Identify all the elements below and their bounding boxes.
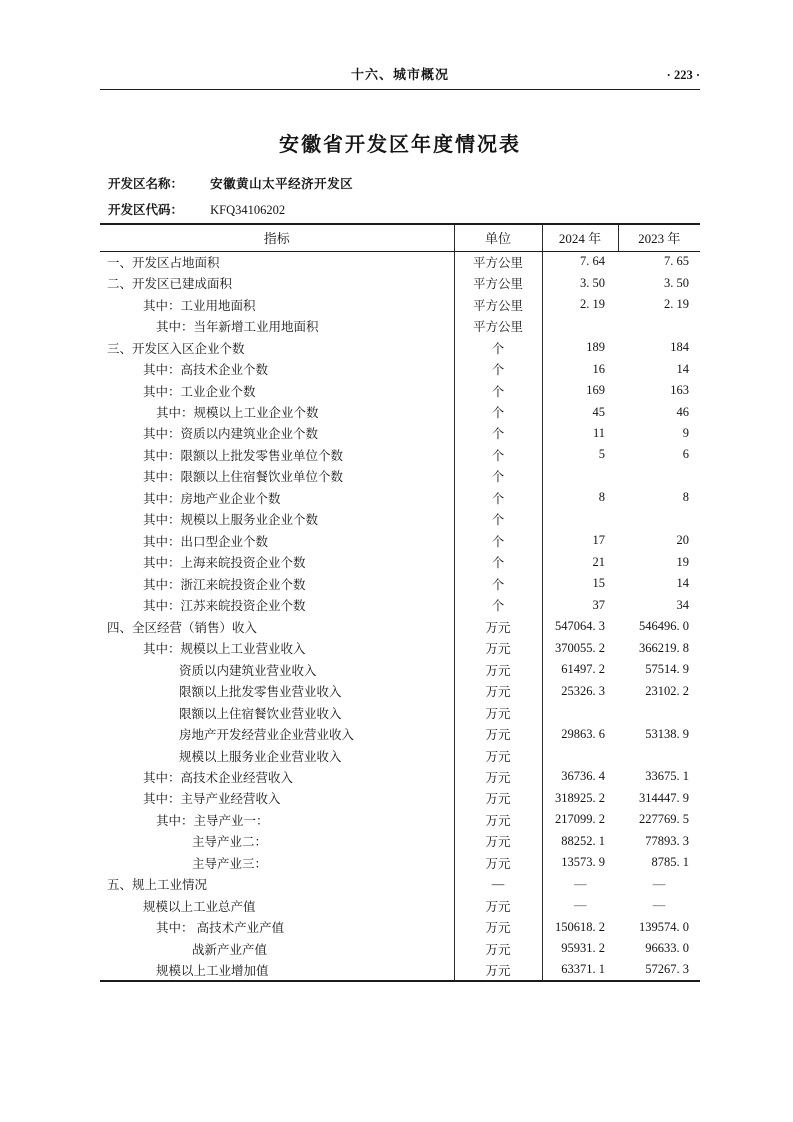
- indicator-label: 其中：规模以上工业营业收入: [100, 637, 454, 658]
- value-2024: 13573. 9: [561, 855, 605, 870]
- unit-cell: 个: [454, 423, 542, 444]
- indicator-label: 其中：资质以内建筑业企业个数: [100, 423, 454, 444]
- unit-cell: 个: [454, 595, 542, 616]
- value-2023: —: [652, 876, 666, 891]
- value-2024: 15: [592, 576, 605, 591]
- value-2024: 8: [598, 490, 605, 505]
- value-2024: [542, 466, 618, 487]
- value-2023: 8785. 1: [651, 855, 689, 870]
- value-2024: 17: [592, 533, 605, 548]
- unit-cell: 个: [454, 401, 542, 422]
- unit-cell: 个: [454, 444, 542, 465]
- value-2023: 546496. 0: [639, 619, 689, 634]
- indicator-label: 其中：限额以上住宿餐饮业单位个数: [100, 466, 454, 487]
- value-2023: 227769. 5: [639, 812, 689, 827]
- indicator-label: 其中：当年新增工业用地面积: [100, 315, 454, 336]
- indicator-label: 其中：高技术企业个数: [100, 358, 454, 379]
- value-2023: 96633. 0: [645, 941, 689, 956]
- document-page: [100, 0, 700, 1122]
- value-2024: 37: [592, 597, 605, 612]
- indicator-label: 其中：出口型企业个数: [100, 530, 454, 551]
- table-row: [100, 552, 700, 573]
- value-2024: [542, 702, 618, 723]
- unit-cell: 万元: [454, 745, 542, 766]
- col-header-indicator: 指标: [100, 224, 454, 251]
- value-2023: 53138. 9: [645, 726, 689, 741]
- table-row: [100, 251, 700, 272]
- value-2023: 46: [676, 404, 689, 419]
- value-2024: 7. 64: [580, 254, 605, 269]
- unit-cell: 个: [454, 337, 542, 358]
- zone-name-value: 安徽黄山太平经济开发区: [210, 177, 354, 191]
- table-row: [100, 487, 700, 508]
- value-2024: [542, 315, 618, 336]
- value-2023: 314447. 9: [639, 790, 689, 805]
- value-2023: 8: [682, 490, 689, 505]
- indicator-label: 四、全区经营（销售）收入: [100, 616, 454, 637]
- table-row: [100, 444, 700, 465]
- value-2023: 7. 65: [664, 254, 689, 269]
- indicator-label: 其中：浙江来皖投资企业个数: [100, 573, 454, 594]
- unit-cell: 个: [454, 487, 542, 508]
- unit-cell: —: [454, 874, 542, 895]
- indicator-label: 其中：房地产业企业个数: [100, 487, 454, 508]
- unit-cell: 万元: [454, 723, 542, 744]
- unit-cell: 平方公里: [454, 294, 542, 315]
- table-row: [100, 423, 700, 444]
- unit-cell: 万元: [454, 917, 542, 938]
- table-row: [100, 616, 700, 637]
- indicator-label: 其中：上海来皖投资企业个数: [100, 552, 454, 573]
- zone-name-label: 开发区名称：: [108, 177, 184, 191]
- table-row: [100, 938, 700, 959]
- indicator-label: 其中：规模以上服务业企业个数: [100, 509, 454, 530]
- unit-cell: 万元: [454, 637, 542, 658]
- indicator-label: 五、规上工业情况: [100, 874, 454, 895]
- table-row: [100, 680, 700, 701]
- zone-code-value: KFQ34106202: [210, 203, 286, 217]
- unit-cell: 个: [454, 380, 542, 401]
- table-row: [100, 380, 700, 401]
- value-2023: —: [652, 898, 666, 913]
- unit-cell: 个: [454, 530, 542, 551]
- value-2024: 217099. 2: [555, 812, 605, 827]
- table-row: [100, 595, 700, 616]
- value-2023: 77893. 3: [645, 833, 689, 848]
- value-2023: 366219. 8: [639, 640, 689, 655]
- value-2024: 25326. 3: [561, 683, 605, 698]
- unit-cell: 万元: [454, 852, 542, 873]
- indicator-label: 规模以上工业总产值: [100, 895, 454, 916]
- value-2023: 20: [676, 533, 689, 548]
- value-2024: 11: [592, 425, 605, 440]
- indicator-label: 限额以上住宿餐饮业营业收入: [100, 702, 454, 723]
- value-2024: 61497. 2: [561, 662, 605, 677]
- table-row: [100, 745, 700, 766]
- table-row: [100, 959, 700, 980]
- indicator-label: 主导产业二：: [100, 831, 454, 852]
- value-2024: —: [574, 876, 587, 891]
- unit-cell: 万元: [454, 831, 542, 852]
- value-2024: 547064. 3: [555, 619, 605, 634]
- indicator-label: 其中：限额以上批发零售业单位个数: [100, 444, 454, 465]
- value-2024: [542, 509, 618, 530]
- indicator-label: 其中：工业用地面积: [100, 294, 454, 315]
- indicator-label: 二、开发区已建成面积: [100, 272, 454, 293]
- value-2023: 3. 50: [664, 275, 689, 290]
- value-2023: [618, 702, 700, 723]
- table-row: [100, 573, 700, 594]
- value-2024: 16: [592, 361, 605, 376]
- value-2024: 318925. 2: [555, 790, 605, 805]
- unit-cell: 万元: [454, 659, 542, 680]
- value-2024: 370055. 2: [555, 640, 605, 655]
- table-row: [100, 337, 700, 358]
- value-2023: 19: [676, 554, 689, 569]
- value-2023: 14: [676, 576, 689, 591]
- value-2023: 2. 19: [664, 297, 689, 312]
- value-2023: 57267. 3: [645, 962, 689, 977]
- indicator-label: 战新产业产值: [100, 938, 454, 959]
- table-row: [100, 809, 700, 830]
- value-2024: 21: [592, 554, 605, 569]
- table-header: [100, 224, 700, 251]
- value-2024: 29863. 6: [561, 726, 605, 741]
- unit-cell: 万元: [454, 702, 542, 723]
- running-head: [100, 0, 700, 90]
- value-2023: [618, 466, 700, 487]
- indicator-table: [100, 223, 700, 982]
- unit-cell: 个: [454, 509, 542, 530]
- indicator-label: 其中：工业企业个数: [100, 380, 454, 401]
- unit-cell: 万元: [454, 616, 542, 637]
- indicator-label: 其中：江苏来皖投资企业个数: [100, 595, 454, 616]
- table-row: [100, 272, 700, 293]
- unit-cell: 个: [454, 358, 542, 379]
- unit-cell: 万元: [454, 938, 542, 959]
- indicator-label: 三、开发区入区企业个数: [100, 337, 454, 358]
- page-title: 安徽省开发区年度情况表: [279, 134, 521, 156]
- value-2023: [618, 509, 700, 530]
- table-row: [100, 637, 700, 658]
- value-2023: 6: [682, 447, 689, 462]
- value-2024: [542, 745, 618, 766]
- value-2024: 3. 50: [580, 275, 605, 290]
- value-2023: 184: [670, 340, 689, 355]
- zone-code-row: [100, 197, 700, 223]
- table-row: [100, 895, 700, 916]
- table-row: [100, 401, 700, 422]
- value-2024: 95931. 2: [561, 941, 605, 956]
- value-2024: 169: [586, 383, 605, 398]
- indicator-label: 其中：主导产业一：: [100, 809, 454, 830]
- value-2024: 88252. 1: [561, 833, 605, 848]
- table-row: [100, 788, 700, 809]
- value-2023: 9: [682, 425, 689, 440]
- table-row: [100, 852, 700, 873]
- meta-block: [100, 171, 700, 223]
- value-2024: 36736. 4: [561, 769, 605, 784]
- indicator-label: 其中：高技术企业经营收入: [100, 766, 454, 787]
- table-row: [100, 723, 700, 744]
- table-row: [100, 659, 700, 680]
- indicator-label: 主导产业三：: [100, 852, 454, 873]
- indicator-label: 房地产开发经营业企业营业收入: [100, 723, 454, 744]
- unit-cell: 平方公里: [454, 272, 542, 293]
- value-2023: 14: [676, 361, 689, 376]
- indicator-label: 限额以上批发零售业营业收入: [100, 680, 454, 701]
- table-row: [100, 766, 700, 787]
- table-row: [100, 874, 700, 895]
- unit-cell: 万元: [454, 680, 542, 701]
- unit-cell: 万元: [454, 809, 542, 830]
- page-number: · 223 ·: [666, 68, 700, 82]
- value-2024: —: [574, 898, 587, 913]
- table-row: [100, 358, 700, 379]
- table-row: [100, 294, 700, 315]
- unit-cell: 个: [454, 573, 542, 594]
- value-2024: 63371. 1: [561, 962, 605, 977]
- unit-cell: 万元: [454, 895, 542, 916]
- table-header-row: [100, 224, 700, 251]
- indicator-label: 规模以上工业增加值: [100, 959, 454, 980]
- col-header-2024: 2024 年: [542, 224, 618, 251]
- unit-cell: 万元: [454, 788, 542, 809]
- table-row: [100, 702, 700, 723]
- value-2023: 33675. 1: [645, 769, 689, 784]
- value-2023: 57514. 9: [645, 662, 689, 677]
- indicator-label: 其中： 高技术产业产值: [100, 917, 454, 938]
- value-2023: 34: [676, 597, 689, 612]
- col-header-unit: 单位: [454, 224, 542, 251]
- table-row: [100, 315, 700, 336]
- indicator-label: 其中：规模以上工业企业个数: [100, 401, 454, 422]
- value-2023: 23102. 2: [645, 683, 689, 698]
- value-2023: 163: [670, 383, 689, 398]
- value-2024: 5: [598, 447, 605, 462]
- indicator-label: 规模以上服务业企业营业收入: [100, 745, 454, 766]
- value-2024: 150618. 2: [555, 919, 605, 934]
- indicator-label: 其中：主导产业经营收入: [100, 788, 454, 809]
- value-2024: 189: [586, 340, 605, 355]
- unit-cell: 个: [454, 552, 542, 573]
- table-row: [100, 530, 700, 551]
- table-row: [100, 831, 700, 852]
- table-row: [100, 917, 700, 938]
- unit-cell: 万元: [454, 959, 542, 980]
- indicator-table-body: [100, 251, 700, 981]
- unit-cell: 平方公里: [454, 251, 542, 272]
- unit-cell: 万元: [454, 766, 542, 787]
- value-2024: 45: [592, 404, 605, 419]
- section-title: 十六、城市概况: [350, 67, 449, 82]
- zone-code-label: 开发区代码：: [108, 203, 184, 217]
- table-row: [100, 509, 700, 530]
- value-2024: 2. 19: [580, 297, 605, 312]
- unit-cell: 平方公里: [454, 315, 542, 336]
- col-header-2023: 2023 年: [618, 224, 700, 251]
- unit-cell: 个: [454, 466, 542, 487]
- value-2023: 139574. 0: [639, 919, 689, 934]
- zone-name-row: [100, 171, 700, 197]
- table-row: [100, 466, 700, 487]
- value-2023: [618, 315, 700, 336]
- value-2023: [618, 745, 700, 766]
- indicator-label: 资质以内建筑业营业收入: [100, 659, 454, 680]
- indicator-label: 一、开发区占地面积: [100, 251, 454, 272]
